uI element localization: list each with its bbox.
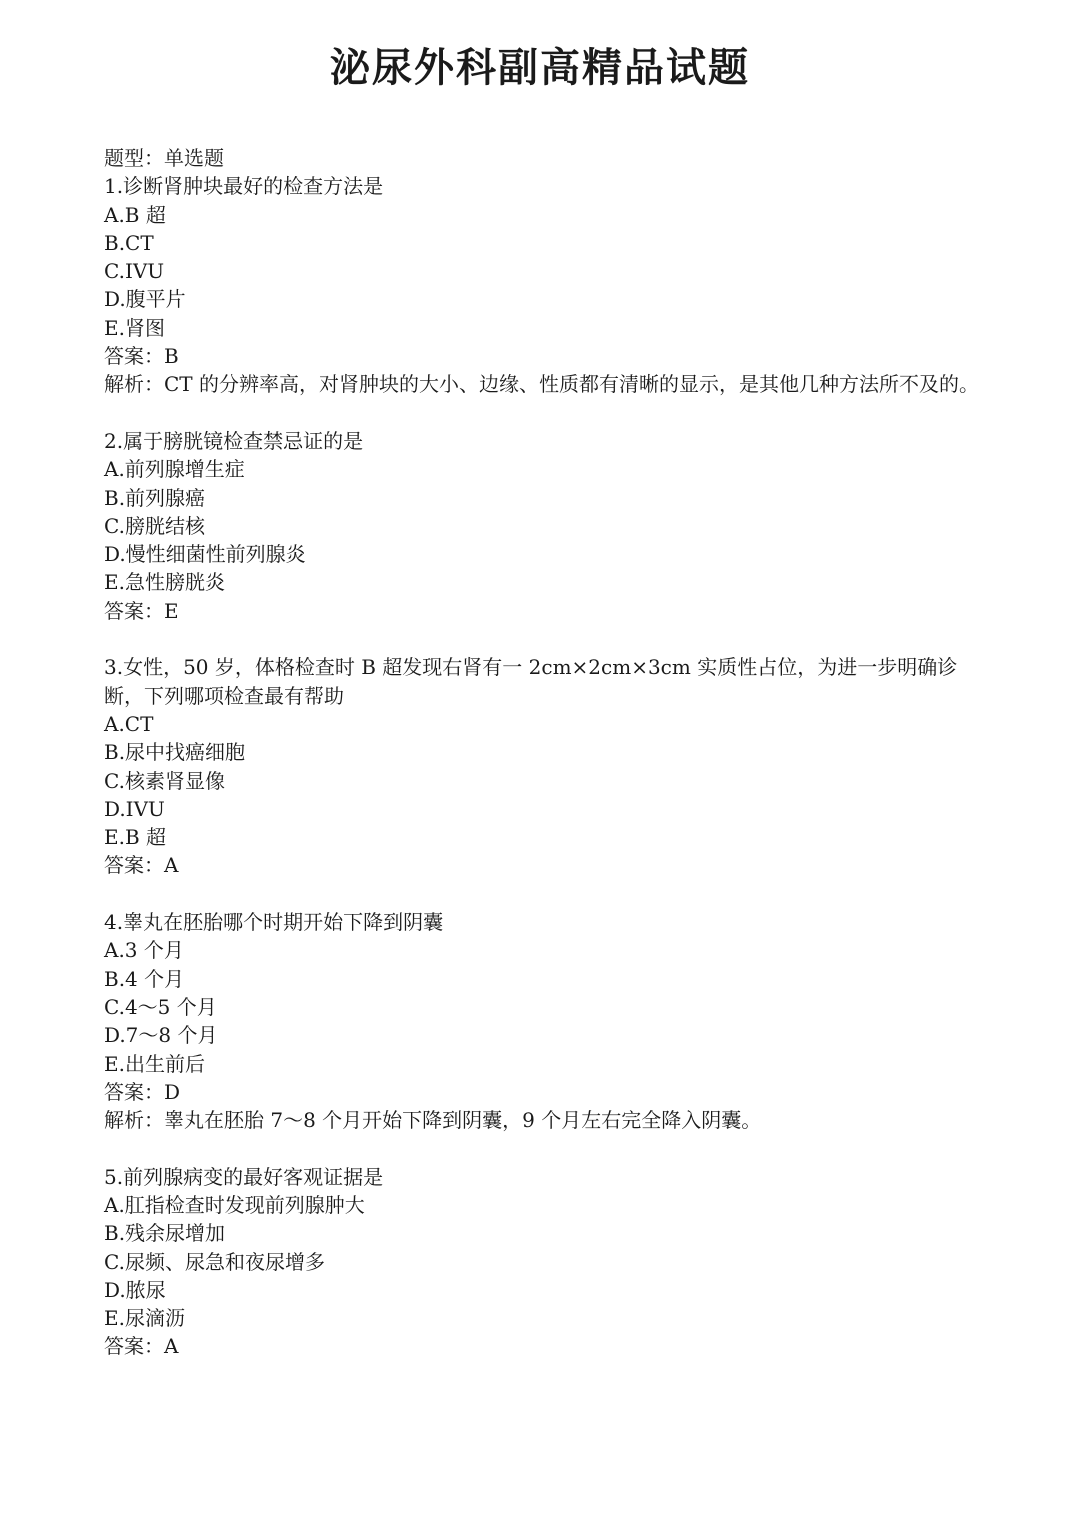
answer-line: 答案：E [104,598,179,623]
option-a: A.B 超 [104,202,166,227]
analysis-line: 解析：CT 的分辨率高，对肾肿块的大小、边缘、性质都有清晰的显示，是其他几种方法所不及的。 [104,372,979,397]
paragraph-gap [104,880,984,908]
question-stem: 1.诊断肾肿块最好的检查方法是 [104,174,384,199]
question-block-2 [104,427,984,625]
option-c: C.核素肾显像 [104,768,225,793]
question-list [104,144,984,1361]
question-block-5 [104,1163,984,1361]
answer-line: 答案：A [104,1334,179,1359]
option-a: A.肛指检查时发现前列腺肿大 [104,1192,365,1217]
option-e: E.肾图 [104,315,165,340]
analysis-line: 解析：睾丸在胚胎 7～8 个月开始下降到阴囊，9 个月左右完全降入阴囊。 [104,1108,762,1133]
question-block-4 [104,908,984,1134]
option-a: A.3 个月 [104,938,184,963]
option-c: C.4～5 个月 [104,994,217,1019]
option-a: A.前列腺增生症 [104,457,245,482]
option-b: B.尿中找癌细胞 [104,740,246,765]
question-stem: 5.前列腺病变的最好客观证据是 [104,1164,384,1189]
option-e: E.B 超 [104,825,167,850]
paragraph-gap [104,625,984,653]
question-stem: 3.女性，50 岁，体格检查时 B 超发现右肾有一 2cm×2cm×3cm 实质性占位，为进一步明确诊断，下列哪项检查最有帮助 [104,655,958,708]
question-block-3 [104,653,984,879]
answer-line: 答案：A [104,853,179,878]
option-c: C.膀胱结核 [104,513,205,538]
option-c: C.IVU [104,259,165,284]
question-block-1 [104,172,984,398]
option-d: D.7～8 个月 [104,1023,218,1048]
question-stem: 2.属于膀胱镜检查禁忌证的是 [104,428,364,453]
option-d: D.腹平片 [104,287,186,312]
option-b: B.残余尿增加 [104,1221,226,1246]
option-d: D.脓尿 [104,1277,166,1302]
option-e: E.急性膀胱炎 [104,570,225,595]
option-b: B.4 个月 [104,966,185,991]
option-d: D.IVU [104,796,165,821]
question-stem: 4.睾丸在胚胎哪个时期开始下降到阴囊 [104,910,444,935]
answer-line: 答案：B [104,344,179,369]
option-c: C.尿频、尿急和夜尿增多 [104,1249,325,1274]
option-d: D.慢性细菌性前列腺炎 [104,542,306,567]
answer-line: 答案：D [104,1079,181,1104]
question-type-label: 题型：单选题 [104,146,224,170]
option-e: E.出生前后 [104,1051,205,1076]
option-b: B.CT [104,230,154,255]
option-a: A.CT [104,711,154,736]
paragraph-gap [104,399,984,427]
paragraph-gap [104,1134,984,1162]
option-e: E.尿滴沥 [104,1306,185,1331]
option-b: B.前列腺癌 [104,485,206,510]
document-title: 泌尿外科副高精品试题 [330,44,750,91]
